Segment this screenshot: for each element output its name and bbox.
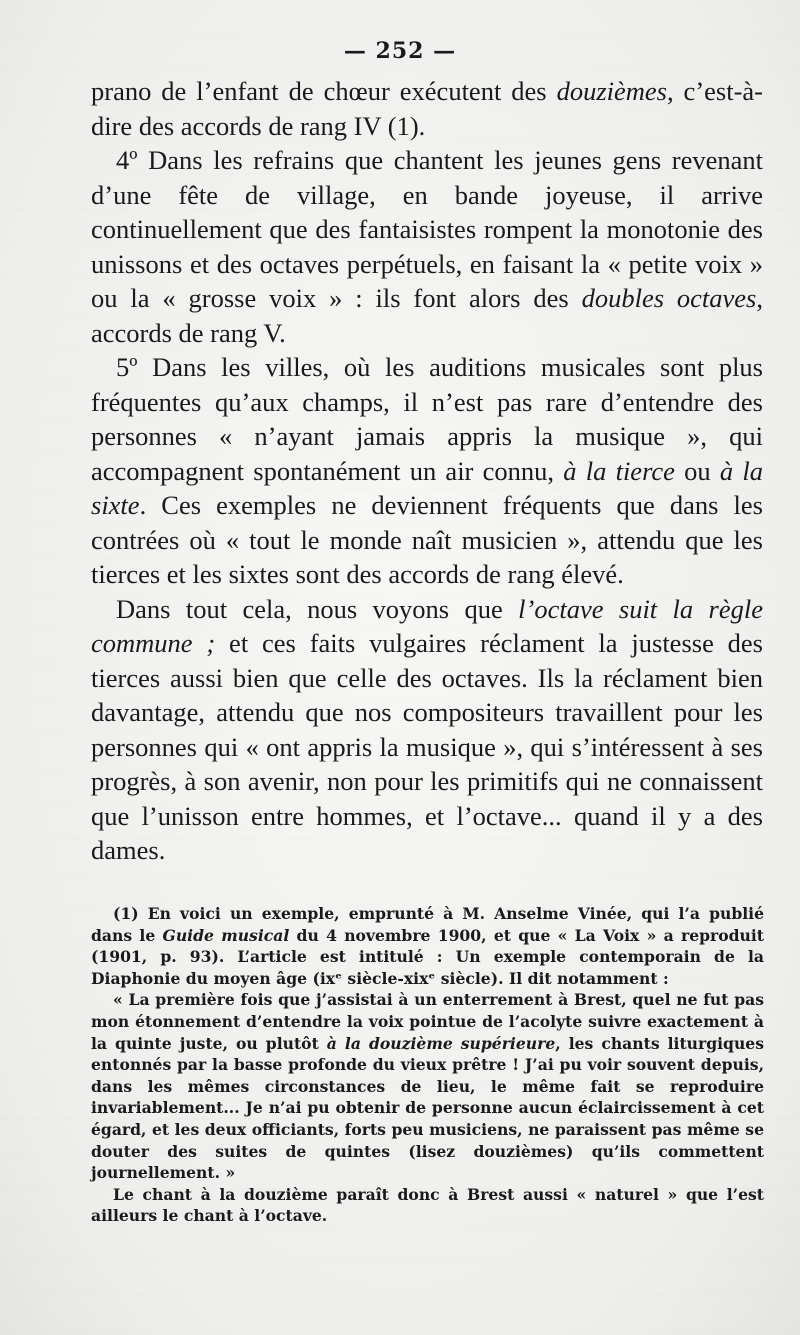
text-run: (1) En voici un exemple, emprunté à M. Anselme Vinée, qui l’a publié dans le (91, 904, 764, 945)
footnote-quote (91, 989, 764, 1183)
page-number: — 252 — (343, 38, 457, 64)
italic-run: à la douzième supérieure (326, 1033, 556, 1053)
text-run: du 4 novembre 1900, et que « La Voix » a reproduit (1901, p. 93). L’article est intitulé : Un exemple contemporain de la Diaphonie du moyen âge (ixᵉ siècle-xixᵉ siècle). Il dit notamment : (91, 925, 765, 988)
text-run: 5º Dans les villes, où les auditions musicales sont plus fréquentes qu’aux champs, il n’est pas rare d’entendre des personnes « n’ayant jamais appris la musique », qui accompagnent spontanément un air connu, (91, 352, 763, 486)
text-run: , c’est-à-dire des accords de rang IV (1). (91, 76, 763, 141)
footnote-conclusion: Le chant à la douzième paraît donc à Brest aussi « naturel » que l’est ailleurs le chant à l’octave. (91, 1184, 764, 1226)
main-text (91, 74, 763, 868)
italic-run: à la tierce (563, 455, 675, 486)
text-run: prano de l’enfant de chœur exécutent des (91, 76, 557, 106)
text-run: . Ces exemples ne deviennent fréquents que dans les contrées où « tout le monde naît musicien », attendu que les tierces et les sixtes sont des accords de rang élevé. (91, 490, 763, 589)
paragraph-4 (91, 592, 763, 868)
footnotes (91, 903, 764, 1227)
paragraph-3 (91, 350, 763, 592)
italic-run: Guide musical (162, 925, 290, 945)
text-run: et ces faits vulgaires réclament la justesse des tierces aussi bien que celle des octaves. Ils la réclament bien davantage, attendu que nos compositeurs travaillent pour les personnes qui « ont appris la musique », qui s’intéressent à ses progrès, à son avenir, non pour les primitifs qui ne connaissent que l’unisson entre hommes, et l’octave... quand il y a des dames. (91, 628, 763, 865)
text-run: Dans tout cela, nous voyons que (116, 593, 519, 624)
text-run: ou (674, 455, 720, 486)
paragraph-1 (91, 74, 763, 143)
italic-run: douzièmes (556, 76, 667, 106)
italic-run: à la sixte (91, 455, 764, 520)
text-run: , les chants liturgiques entonnés par la basse profonde du vieux prêtre ! J’ai pu voir souvent depuis, dans les mêmes circonstances de lieu, le même fait se reproduire invariablement... Je n’ai pu obtenir de personne aucun éclaircissement à cet égard, et les deux officiants, forts peu musiciens, ne paraissent pas même se douter des suites de quintes (lisez douzièmes) qu’ils commettent journellement. » (91, 1033, 764, 1183)
paragraph-2 (91, 143, 763, 350)
italic-run: doubles octaves (581, 283, 757, 313)
italic-run: l’octave suit la règle commune ; (91, 593, 763, 658)
footnote-1 (91, 903, 764, 989)
text-run: , accords de rang V. (91, 283, 763, 348)
text-run: 4º Dans les refrains que chantent les jeunes gens revenant d’une fête de village, en bande joyeuse, il arrive continuellement que des fantaisistes rompent la monotonie des unissons et des octaves perpétuels, en faisant la « petite voix » ou la « grosse voix » : ils font alors des (91, 145, 763, 313)
text-run: « La première fois que j’assistai à un enterrement à Brest, quel ne fut pas mon étonnement d’entendre la voix pointue de l’acolyte suivre exactement à la quinte juste, ou plutôt (91, 990, 764, 1053)
